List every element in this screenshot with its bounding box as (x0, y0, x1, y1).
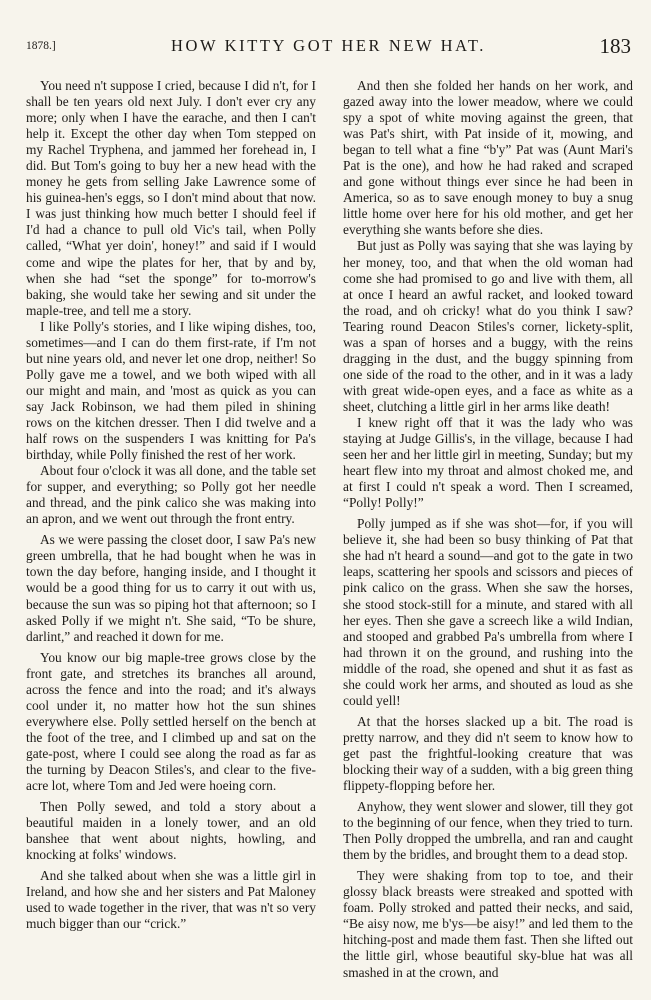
paragraph: And then she folded her hands on her work, and gazed away into the lower meadow, where we could spy a spot of white moving against the green, that was Pat's shirt, with Pat inside of it, mowing, and began to tell what a fine “b'y” Pat was (Aunt Mari's Pat is the one), and how he had raked and scraped and gone without things ever since he had been in America, so as to save enough money to buy a snug little home over here for his old mother, and get her everything she wants before she dies. (343, 78, 633, 238)
paragraph: As we were passing the closet door, I saw Pa's new green umbrella, that he had bought when he was in town the day before, hanging inside, and I thought it would be a good thing for us to carry it out with us, because the sun was so piping hot that afternoon; so I asked Polly if we might n't. She said, “To be shure, darlint,” and reached it down for me. (26, 532, 316, 644)
paragraph: They were shaking from top to toe, and their glossy black breasts were streaked and spotted with foam. Polly stroked and patted their necks, and said, “Be aisy now, me b'ys—be aisy!” and led them to the hitching-post and made them fast. Then she lifted out the little girl, whose beautiful sky-blue hat was all smashed in at the crown, and (343, 868, 633, 980)
header-title: HOW KITTY GOT HER NEW HAT. (170, 36, 487, 55)
paragraph: About four o'clock it was all done, and the table set for supper, and everything; so Polly got her needle and thread, and the pink calico she was making into an apron, and we went out through the front entry. (26, 463, 316, 527)
left-column (26, 78, 316, 981)
paragraph: Polly jumped as if she was shot—for, if you will believe it, she had been so busy thinking of Pat that she had n't heard a sound—and got to the gate in two leaps, scattering her spools and scissors and pieces of pink calico on the grass. When she saw the horses, she stood stock-still for a minute, and stared with all her eyes. Then she gave a screech like a wild Indian, and stooped and grabbed Pa's umbrella from where I had thrown it on the ground, and rushing into the middle of the road, she opened and shut it as fast as she could work her arms, and shouted as loud as she could yell! (343, 516, 633, 708)
paragraph: Then Polly sewed, and told a story about a beautiful maiden in a lonely tower, and an old banshee that went about nights, howling, and knocking at folks' windows. (26, 799, 316, 863)
running-header (26, 34, 631, 60)
right-column (343, 78, 633, 981)
paragraph: At that the horses slacked up a bit. The road is pretty narrow, and they did n't seem to know how to get past the frightful-looking creature that was blocking their way of a sudden, with a big green thing flippety-flopping before her. (343, 713, 633, 794)
paragraph: You know our big maple-tree grows close by the front gate, and stretches its branches all around, across the fence and into the road; and it's always cool under it, no matter how hot the sun shines everywhere else. Polly settled herself on the bench at the foot of the tree, and I climbed up and sat on the gate-post, where I could see along the road as far as the turning by Deacon Stiles's, and clear to the five-acre lot, where Tom and Jed were hoeing corn. (26, 649, 316, 794)
paragraph: You need n't suppose I cried, because I did n't, for I shall be ten years old next July. I don't ever cry any more; only when I have the earache, and then I can't help it. Except the other day when Tom stepped on my Rachel Tryphena, and jammed her forehead in, I did. But Tom's going to buy her a new head with the money he gets from selling Jake Lawrence some of his guinea-hen's eggs, so I don't mind about that now. I was just thinking how much better I should feel if I'd had a chance to pull old Vic's tail, when Polly called, “What yer doin', honey!” and said if I would come and wipe the plates for her, that by and by, when she had “set the sponge” for to-morrow's baking, she would take her sewing and sit under the maple-tree, and tell me a story. (26, 78, 316, 318)
paragraph: But just as Polly was saying that she was laying by her money, too, and that when the old woman had come she had promised to go and live with them, all at once I heard an awful racket, and looked toward the road, and oh cricky! what do you think I saw? Tearing round Deacon Stiles's corner, lickety-split, was a span of horses and a buggy, with the reins dragging in the dust, and the buggy spinning from one side of the road to the other, and in it was a lady with great wide-open eyes, and a face as white as a sheet, clutching a little girl in her arms like death! (343, 238, 633, 414)
paragraph: Anyhow, they went slower and slower, till they got to the beginning of our fence, when they tried to turn. Then Polly dropped the umbrella, and ran and caught them by the bridles, and brought them to a dead stop. (343, 799, 633, 863)
page-number: 183 (599, 34, 631, 58)
paragraph: And she talked about when she was a little girl in Ireland, and how she and her sisters and Pat Maloney used to wade together in the river, that was n't so very much bigger than our “crick.” (26, 868, 316, 932)
header-year: 1878.] (26, 40, 56, 52)
text-columns (26, 78, 633, 981)
paragraph: I knew right off that it was the lady who was staying at Judge Gillis's, in the village, because I had seen her and her little girl in meeting, Sunday; but my heart flew into my throat and almost choked me, and at first I could n't speak a word. Then I screamed, “Polly! Polly!” (343, 414, 633, 511)
paragraph: I like Polly's stories, and I like wiping dishes, too, sometimes—and I can do them first-rate, if I'm not but nine years old, and never let one drop, neither! So Polly gave me a towel, and we both wiped with all our might and main, and 'most as quick as you can say Jack Robinson, we had them piled in shining rows on the kitchen dresser. Then I did twelve and a half rows on the suspenders I was knitting for Pa's birthday, while Polly finished the rest of her work. (26, 318, 316, 463)
